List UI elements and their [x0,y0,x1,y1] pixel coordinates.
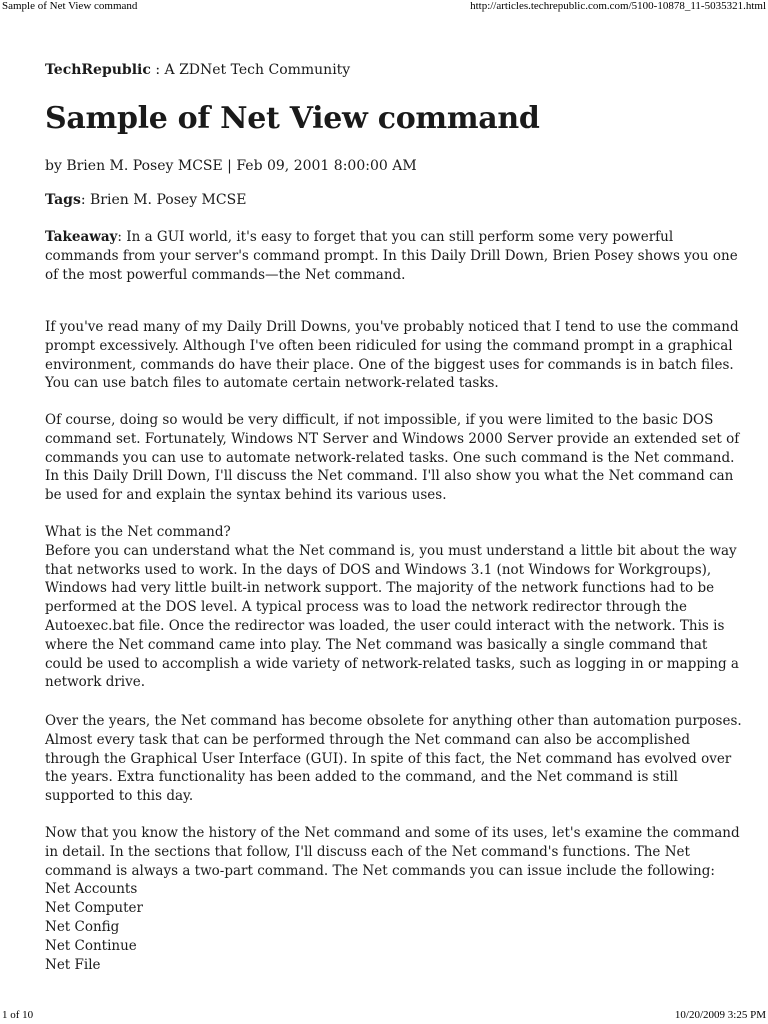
site-tagline: : A ZDNet Tech Community [150,62,351,78]
paragraph-line: where the Net command came into play. The Net command was basically a single command that [45,636,708,653]
page-count: 1 of 10 [2,1009,34,1021]
article-title: Sample of Net View command [45,101,540,136]
paragraph-line: in detail. In the sections that follow, I'll discuss each of the Net command's functions. The Net [45,843,690,860]
takeaway-label: Takeaway [45,229,118,245]
paragraph-line: performed at the DOS level. A typical process was to load the network redirector through the [45,599,688,616]
site-name: TechRepublic [45,62,151,78]
paragraph-line: Now that you know the history of the Net command and some of its uses, let's examine the command [45,825,740,841]
net-command-item: Net Accounts [45,881,138,898]
paragraph-line: If you've read many of my Daily Drill Downs, you've probably noticed that I tend to use the command [45,319,739,335]
tags-label: Tags [45,192,81,208]
paragraph-line: Of course, doing so would be very difficult, if not impossible, if you were limited to the basic DOS [45,412,714,428]
paragraph-line: Almost every task that can be performed through the Net command can also be accomplished [45,731,691,748]
paragraph-line: be used for and explain the syntax behind its various uses. [45,487,447,504]
paragraph-line: environment, commands do have their place. One of the biggest uses for commands is in batch files. [45,356,734,373]
paragraph-line: prompt excessively. Although I've often been ridiculed for using the command prompt in a graphical [45,337,733,354]
paragraph-line: could be used to accomplish a wide variety of network-related tasks, such as logging in or mapping a [45,655,739,672]
paragraph-line: You can use batch files to automate certain network-related tasks. [45,375,499,392]
paragraph-line: command set. Fortunately, Windows NT Server and Windows 2000 Server provide an extended set of [45,430,740,447]
article-byline: by Brien M. Posey MCSE | Feb 09, 2001 8:00:00 AM [45,158,417,174]
section-heading: What is the Net command? [45,524,231,540]
paragraph-line: through the Graphical User Interface (GUI). In spite of this fact, the Net command has evolved over [45,750,732,767]
paragraph-line: network drive. [45,674,146,691]
print-timestamp: 10/20/2009 3:25 PM [674,1009,766,1021]
print-header-title: Sample of Net View command [2,0,138,12]
print-header-url: http://articles.techrepublic.com.com/5100-10878_11-5035321.html [470,0,766,12]
paragraph-5 [45,824,740,974]
paragraph-2 [45,411,739,505]
takeaway-line-1: Takeaway: In a GUI world, it's easy to forget that you can still perform some very powerful [45,229,674,245]
net-command-item: Net File [45,956,101,973]
print-footer [0,1009,768,1023]
paragraph-1 [45,318,739,393]
site-branding [45,62,350,78]
takeaway-line-2: commands from your server's command prompt. In this Daily Drill Down, Brien Posey shows you one [45,247,738,264]
print-header [0,0,768,14]
net-command-item: Net Continue [45,937,137,954]
tags-value: : Brien M. Posey MCSE [80,192,247,208]
net-command-item: Net Computer [45,900,143,917]
article-tags [45,192,246,208]
paragraph-3 [45,523,739,692]
takeaway [45,228,738,284]
paragraph-line: Autoexec.bat file. Once the redirector was loaded, the user could interact with the network. This is [45,617,725,634]
takeaway-line-3: of the most powerful commands—the Net command. [45,266,406,283]
paragraph-line: commands you can use to automate network-related tasks. One such command is the Net command. [45,449,735,466]
paragraph-line: the years. Extra functionality has been added to the command, and the Net command is still [45,769,678,786]
paragraph-4 [45,712,742,806]
paragraph-line: In this Daily Drill Down, I'll discuss the Net command. I'll also show you what the Net command can [45,468,734,485]
paragraph-line: Windows had very little built-in network support. The majority of the network functions had to be [45,580,715,597]
net-command-item: Net Config [45,918,120,935]
paragraph-line: command is always a two-part command. The Net commands you can issue include the following: [45,862,715,879]
paragraph-line: supported to this day. [45,788,194,805]
paragraph-line: Before you can understand what the Net command is, you must understand a little bit about the way [45,542,737,559]
paragraph-line: that networks used to work. In the days of DOS and Windows 3.1 (not Windows for Workgroups), [45,561,712,578]
paragraph-line: Over the years, the Net command has become obsolete for anything other than automation purposes. [45,713,742,729]
